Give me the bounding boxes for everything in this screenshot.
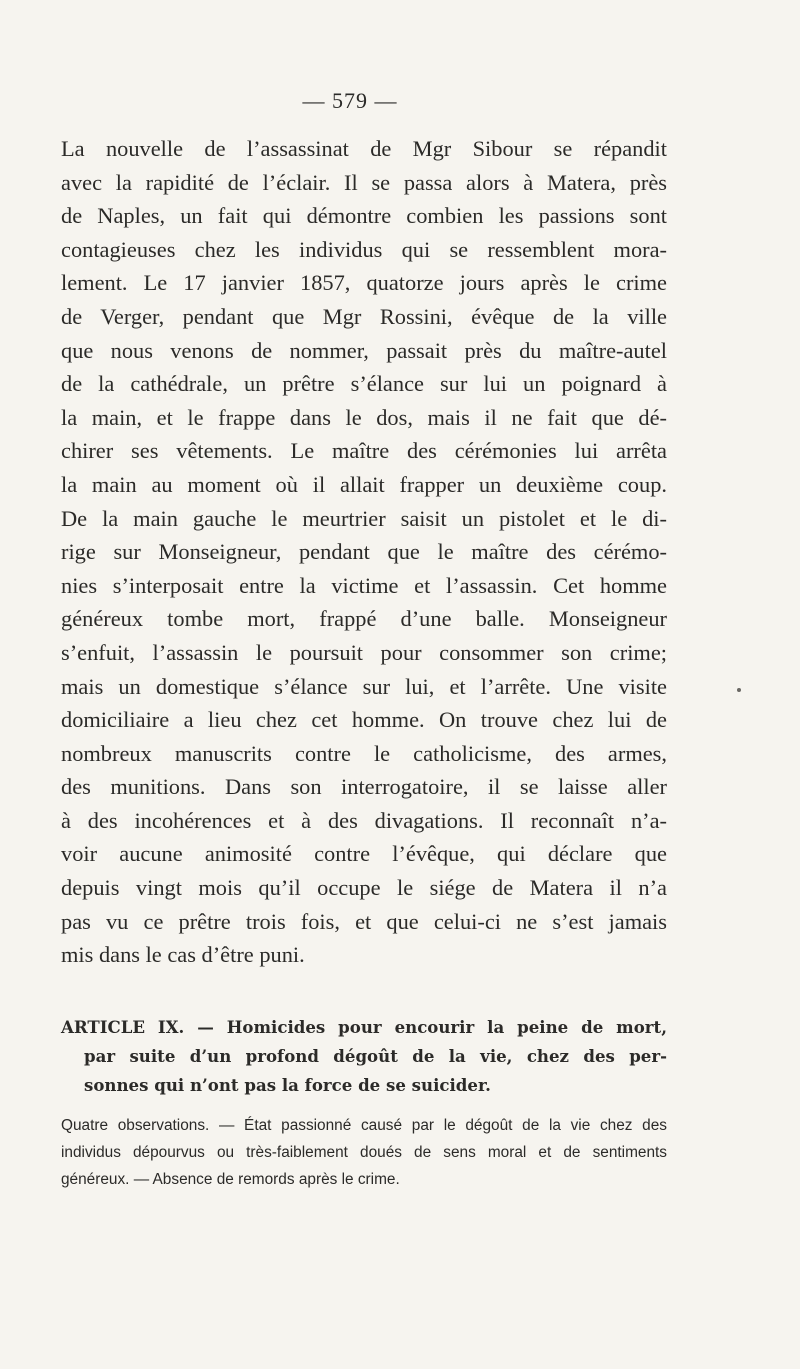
- text-line: pas vu ce prêtre trois fois, et que celui-ci ne s’est jamais: [61, 908, 667, 934]
- heading-line: par suite d’un profond dégoût de la vie, chez des per-: [84, 1046, 667, 1066]
- text-line: domiciliaire a lieu chez cet homme. On trouve chez lui de: [61, 707, 667, 733]
- text-line: que nous venons de nommer, passait près du maître-autel: [61, 337, 667, 363]
- margin-dot: [737, 688, 741, 692]
- summary-line: généreux. — Absence de remords après le crime.: [61, 1171, 400, 1188]
- text-line: nombreux manuscrits contre le catholicisme, des armes,: [61, 740, 667, 766]
- article-heading: [61, 1013, 667, 1100]
- text-line: depuis vingt mois qu’il occupe le siége de Matera il n’a: [61, 875, 667, 901]
- text-line: la main au moment où il allait frapper un deuxième coup.: [61, 471, 667, 497]
- text-line: nies s’interposait entre la victime et l’assassin. Cet homme: [61, 572, 667, 598]
- text-line: chirer ses vêtements. Le maître des cérémonies lui arrêta: [61, 438, 667, 464]
- text-line: s’enfuit, l’assassin le poursuit pour consommer son crime;: [61, 639, 667, 665]
- text-line: de la cathédrale, un prêtre s’élance sur lui un poignard à: [61, 371, 667, 397]
- page-number: — 579 —: [302, 88, 398, 113]
- text-line: mis dans le cas d’être puni.: [61, 942, 305, 968]
- text-line: des munitions. Dans son interrogatoire, il se laisse aller: [61, 774, 667, 800]
- text-line: la main, et le frappe dans le dos, mais il ne fait que dé-: [61, 404, 667, 430]
- article-summary: [61, 1112, 667, 1193]
- summary-line: Quatre observations. — État passionné causé par le dégoût de la vie chez des: [61, 1117, 667, 1134]
- text-line: rige sur Monseigneur, pendant que le maître des cérémo-: [61, 539, 667, 565]
- text-line: De la main gauche le meurtrier saisit un pistolet et le di-: [61, 505, 667, 531]
- heading-line: sonnes qui n’ont pas la force de se suicider.: [84, 1075, 491, 1095]
- heading-line: ARTICLE IX. — Homicides pour encourir la peine de mort,: [61, 1017, 667, 1037]
- summary-line: individus dépourvus ou très-faiblement doués de sens moral et de sentiments: [61, 1144, 667, 1161]
- text-line: à des incohérences et à des divagations. Il reconnaît n’a-: [61, 807, 667, 833]
- body-paragraph: [61, 132, 667, 972]
- text-line: généreux tombe mort, frappé d’une balle. Monseigneur: [61, 606, 667, 632]
- text-line: de Verger, pendant que Mgr Rossini, évêque de la ville: [61, 303, 667, 329]
- text-line: lement. Le 17 janvier 1857, quatorze jours après le crime: [61, 270, 667, 296]
- text-line: La nouvelle de l’assassinat de Mgr Sibour se répandit: [61, 136, 667, 161]
- text-line: voir aucune animosité contre l’évêque, qui déclare que: [61, 841, 667, 867]
- text-line: avec la rapidité de l’éclair. Il se passa alors à Matera, près: [61, 169, 667, 195]
- text-line: de Naples, un fait qui démontre combien les passions sont: [61, 203, 667, 229]
- text-line: contagieuses chez les individus qui se ressemblent mora-: [61, 236, 667, 262]
- text-line: mais un domestique s’élance sur lui, et l’arrête. Une visite: [61, 673, 667, 699]
